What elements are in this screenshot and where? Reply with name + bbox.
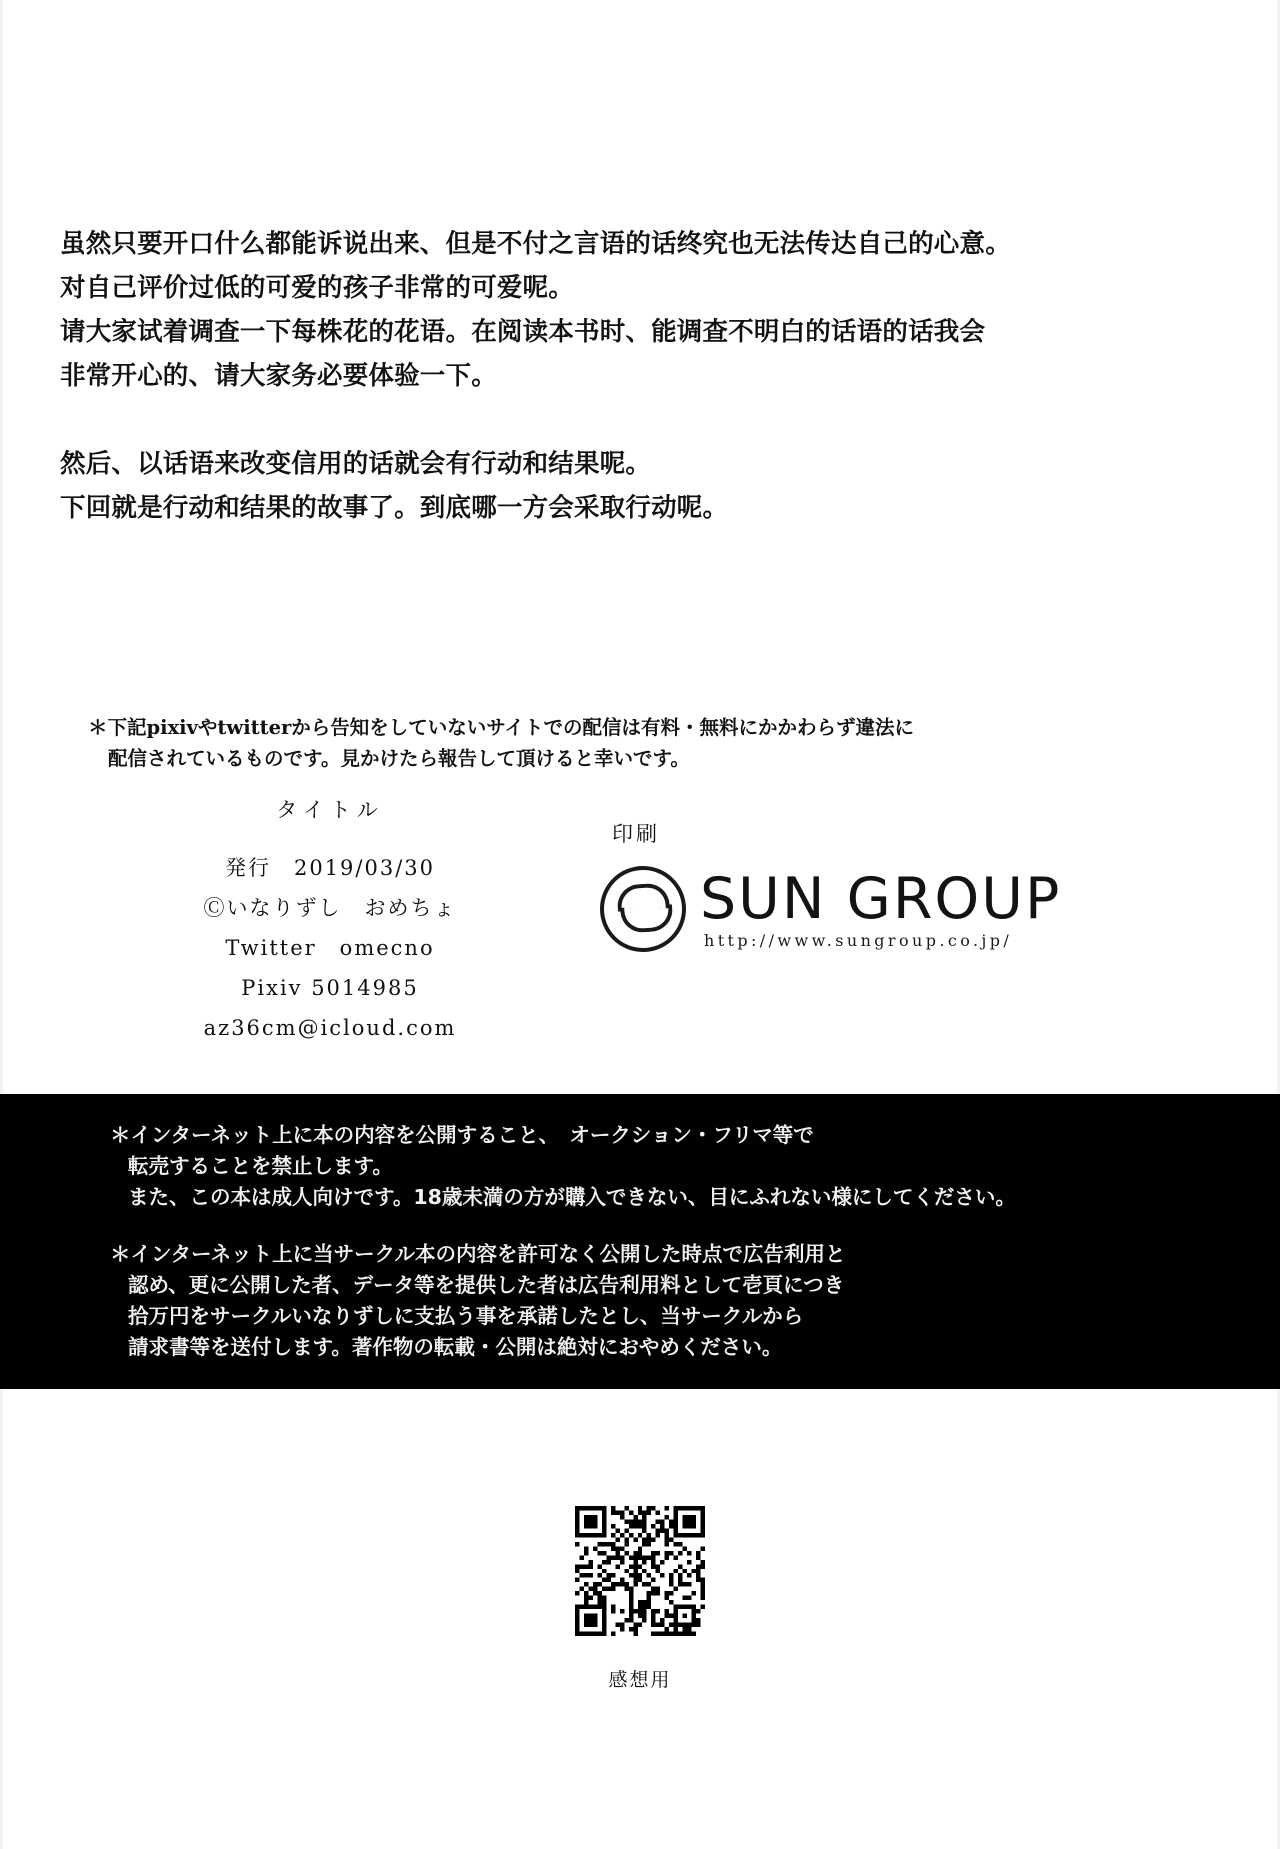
afterword-text (60, 222, 1240, 530)
warning-band (0, 1094, 1280, 1389)
warning-b2-line-2: 認め、更に公開した者、データ等を提供した者は広告利用料として壱頁につき (128, 1273, 845, 1297)
colophon-email: az36cm@icloud.com (203, 1016, 457, 1040)
sun-group-logo-icon (600, 866, 686, 952)
warning-block-2 (110, 1239, 1200, 1363)
page-edge-left (0, 0, 3, 1849)
print-label: 印刷 (612, 822, 660, 846)
colophon-title: タイトル (276, 798, 384, 822)
afterword-line-2: 对自己评价过低的可爱的孩子非常的可爱呢。 (60, 273, 575, 303)
qr-code-canvas (575, 1506, 705, 1636)
sun-group-name: SUN GROUP (700, 865, 1062, 932)
notice-line-2: 配信されているものです。見かけたら報告して頂けると幸いです。 (108, 747, 690, 770)
notice-line-1: ＊下記pixivやtwitterから告知をしていないサイトでの配信は有料・無料にかかわらず違法に (88, 716, 914, 739)
afterword-line-5: 然后、以话语来改变信用的话就会有行动和结果呢。 (60, 449, 652, 479)
warning-b1-line-2: 転売することを禁止します。 (128, 1154, 393, 1178)
qr-code-icon[interactable] (566, 1497, 714, 1645)
sun-group-url: http://www.sungroup.co.jp/ (704, 930, 1013, 950)
qr-caption: 感想用 (608, 1669, 672, 1691)
colophon (130, 790, 530, 1048)
warning-b2-line-3: 拾万円をサークルいなりずしに支払う事を承諾したとし、当サークルから (128, 1304, 804, 1328)
warning-b2-line-4: 請求書等を送付します。著作物の転載・公開は絶対におやめください。 (128, 1335, 783, 1359)
colophon-circle: Ⓒいなりずし おめちょ (203, 896, 457, 920)
warning-b2-line-1: ＊インターネット上に当サークル本の内容を許可なく公開した時点で広告利用と (110, 1242, 846, 1266)
afterword-line-1: 虽然只要开口什么都能诉说出来、但是不付之言语的话终究也无法传达自己的心意。 (60, 229, 1011, 259)
colophon-pixiv: Pixiv 5014985 (241, 976, 419, 1000)
printer-block (600, 818, 1160, 950)
warning-b1-line-3: また、この本は成人向けです。18歳未満の方が購入できない、目にふれない様にしてください。 (128, 1185, 1016, 1209)
afterword-line-4: 非常开心的、请大家务必要体验一下。 (60, 361, 497, 391)
afterword-spacer (60, 398, 1240, 442)
afterword-line-6: 下回就是行动和结果的故事了。到底哪一方会采取行动呢。 (60, 493, 729, 523)
warning-band-inner (110, 1120, 1200, 1363)
afterword-line-3: 请大家试着调查一下每株花的花语。在阅读本书时、能调查不明白的话语的话我会 (60, 317, 986, 347)
sun-group-logo (600, 866, 1061, 952)
colophon-twitter: Twitter omecno (225, 936, 435, 960)
qr-section (565, 1497, 715, 1692)
colophon-publish-date: 発行 2019/03/30 (224, 856, 436, 880)
distribution-notice (88, 712, 1198, 774)
warning-b1-line-1: ＊インターネット上に本の内容を公開すること、 オークション・フリマ等で (110, 1123, 814, 1147)
sun-group-text (700, 865, 1062, 950)
